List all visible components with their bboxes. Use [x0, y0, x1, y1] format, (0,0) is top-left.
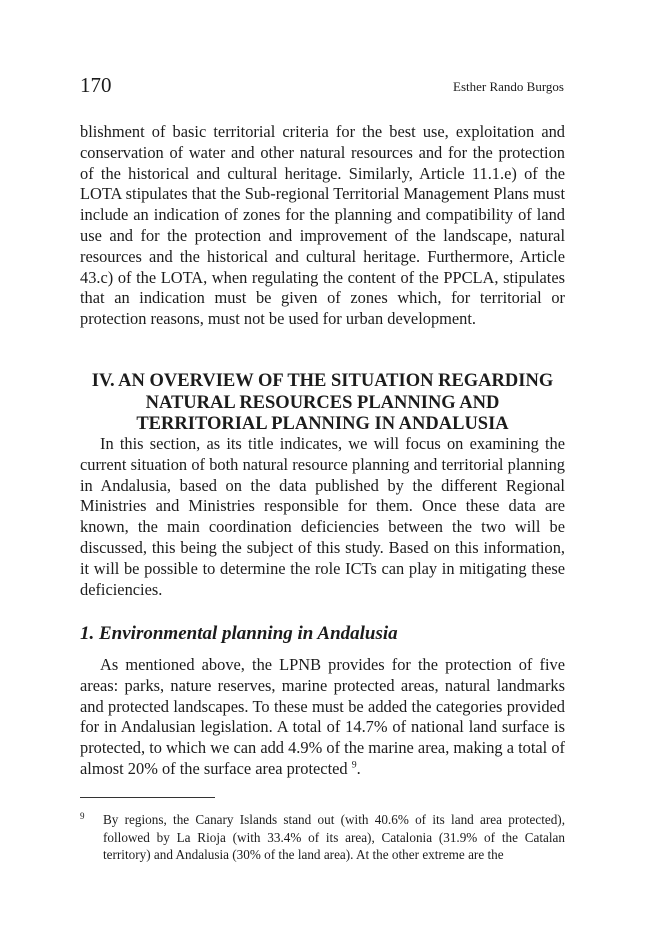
footnote-number: 9: [80, 811, 85, 821]
footnote-text: By regions, the Canary Islands stand out (with 40.6% of its land area protected), followed by La Rioja (with 33.4% of its area), Catalonia (31.9% of the Catalan territory) and Andalusia (30% of the land area). At the other extreme are the: [103, 812, 565, 862]
subsection-heading: 1. Environmental planning in Andalusia: [80, 623, 398, 644]
footnote-divider: [80, 797, 215, 798]
footnote-reference: 9: [351, 759, 357, 771]
footnote: [80, 811, 565, 864]
paragraph-continued: blishment of basic territorial criteria for the best use, exploitation and conservation of water and other natural resources and for the protection of the historical and cultural heritage. Similarly, Article 11.1.e) of the LOTA stipulates that the Sub-regional Territorial Management Plans must include an indication of zones for the planning and compatibility of land use and for the protection and improvement of the landscape, natural resources and the historical and cultural heritage. Furthermore, Article 43.c) of the LOTA, when regulating the content of the PPCLA, stipulates that an indication must be given of zones which, for territorial or protection reasons, must not be used for urban development.: [80, 122, 565, 329]
section-heading: IV. AN OVERVIEW OF THE SITUATION REGARDING NATURAL RESOURCES PLANNING AND TERRITORIAL PLANNING IN ANDALUSIA: [91, 371, 554, 435]
paragraph-section-intro: In this section, as its title indicates, we will focus on examining the current situation of both natural resource planning and territorial planning in Andalusia, based on the data published by the different Regional Ministries and Ministries responsible for them. Once these data are known, the main coordination deficiencies between the two will be discussed, this being the subject of this study. Based on this information, it will be possible to determine the role ICTs can play in mitigating these deficiencies.: [80, 434, 565, 599]
paragraph-text: As mentioned above, the LPNB provides for the protection of five areas: parks, nature reserves, marine protected areas, natural landmarks and protected landscapes. To these must be added the categories provided for in Andalusian legislation. A total of 14.7% of national land surface is protected, to which we can add 4.9% of the marine area, making a total of almost 20% of the surface area protected: [80, 655, 565, 778]
running-head: Esther Rando Burgos: [453, 79, 564, 94]
page-number: 170: [80, 73, 112, 97]
paragraph-environmental-planning: As mentioned above, the LPNB provides for the protection of five areas: parks, nature reserves, marine protected areas, natural landmarks and protected landscapes. To these must be added the categories provided for in Andalusian legislation. A total of 14.7% of national land surface is protected, to which we can add 4.9% of the marine area, making a total of almost 20% of the surface area protected $^9$.: [80, 655, 565, 778]
